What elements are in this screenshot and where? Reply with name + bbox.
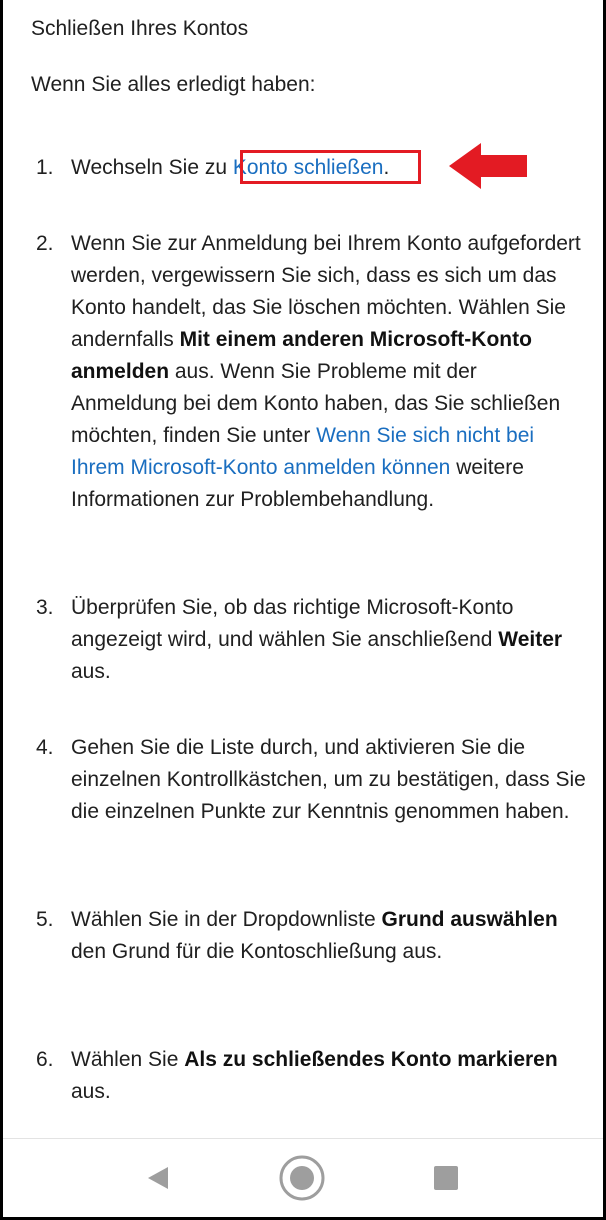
red-arrow-icon bbox=[449, 141, 529, 191]
step-bold-text: Grund auswählen bbox=[381, 908, 558, 931]
step-number: 1. bbox=[36, 156, 54, 179]
step-text-part: aus. bbox=[71, 1080, 111, 1103]
step-number: 6. bbox=[36, 1048, 54, 1071]
system-nav-bar bbox=[3, 1138, 603, 1217]
step-bold-text: Als zu schließendes Konto markieren bbox=[184, 1048, 558, 1071]
step-text-part: Wählen Sie in der Dropdownliste bbox=[71, 908, 382, 931]
step-text-part: Überprüfen Sie, ob das richtige Microsoft-Konto angezeigt wird, und wählen Sie anschließend bbox=[71, 596, 514, 651]
step-number: 4. bbox=[36, 736, 54, 759]
step-text bbox=[71, 228, 586, 516]
sign-in-help-link[interactable]: Wenn Sie sich nicht bei Ihrem Microsoft-Konto anmelden können bbox=[71, 424, 535, 479]
step-text-part: Wenn Sie zur Anmeldung bei Ihrem Konto aufgefordert werden, vergewissern Sie sich, dass es sich um das Konto handelt, das Sie löschen möchten. Wählen Sie andernfalls bbox=[71, 232, 581, 351]
home-button[interactable] bbox=[277, 1153, 327, 1203]
page-title: Schließen Ihres Kontos bbox=[31, 17, 249, 40]
recents-button[interactable] bbox=[421, 1153, 471, 1203]
step-bold-text: Mit einem anderen Microsoft-Konto anmelden bbox=[71, 328, 532, 383]
step-number: 2. bbox=[36, 232, 54, 255]
step-text-part: weitere Informationen zur Problembehandlung. bbox=[71, 456, 524, 511]
step-text-part: aus. bbox=[71, 660, 111, 683]
close-account-link[interactable]: Konto schließen bbox=[232, 156, 384, 179]
article-content bbox=[3, 0, 603, 1138]
phone-screen bbox=[3, 0, 603, 1217]
step-text-part: Wechseln Sie zu bbox=[71, 156, 233, 179]
recents-square-icon bbox=[433, 1165, 459, 1191]
step-bold-text: Weiter bbox=[498, 628, 563, 651]
step-number: 3. bbox=[36, 596, 54, 619]
step-text bbox=[71, 1044, 586, 1108]
step-text bbox=[71, 732, 586, 828]
step-text bbox=[71, 592, 586, 688]
home-circle-icon bbox=[278, 1154, 326, 1202]
step-text-part: Wählen Sie bbox=[71, 1048, 185, 1071]
step-text-part: den Grund für die Kontoschließung aus. bbox=[71, 940, 443, 963]
back-triangle-icon bbox=[145, 1165, 171, 1191]
back-button[interactable] bbox=[133, 1153, 183, 1203]
highlight-box bbox=[240, 150, 421, 184]
step-number: 5. bbox=[36, 908, 54, 931]
step-text-part: . bbox=[383, 156, 390, 179]
intro-text: Wenn Sie alles erledigt haben: bbox=[31, 73, 316, 96]
step-text bbox=[71, 904, 586, 968]
step-text-part: Gehen Sie die Liste durch, und aktivieren Sie die einzelnen Kontrollkästchen, um zu bestätigen, dass Sie die einzelnen Punkte zur Kenntnis genommen haben. bbox=[71, 736, 586, 823]
step-text-part: aus. Wenn Sie Probleme mit der Anmeldung bei dem Konto haben, das Sie schließen möchten, finden Sie unter bbox=[71, 360, 561, 447]
